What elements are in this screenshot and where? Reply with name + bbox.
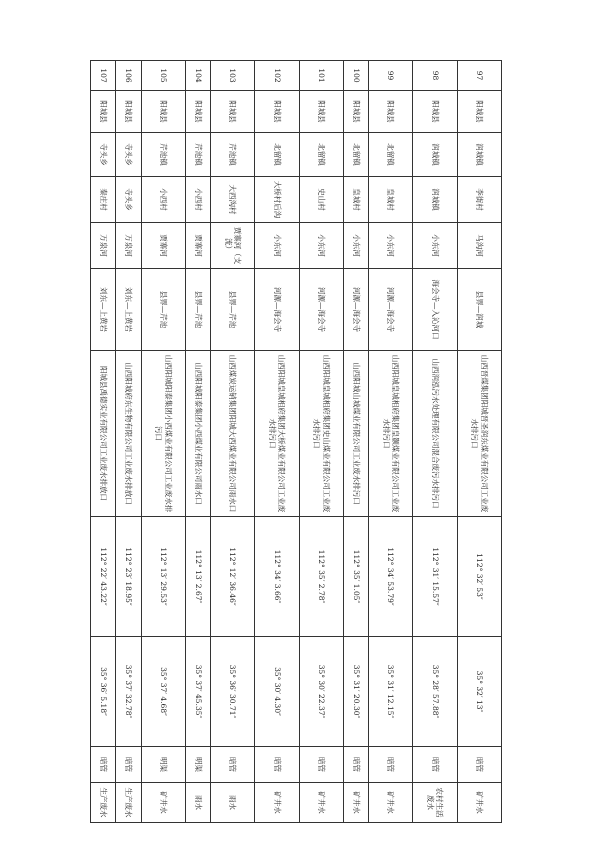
- latitude-cell: 35° 31′ 12.15″: [369, 637, 413, 747]
- row-number: 106: [116, 61, 141, 91]
- row-number: 105: [141, 61, 185, 91]
- outfall-name-cell: 山西煤炭运销集团阳城大西煤业有限公司雨水口: [211, 351, 255, 517]
- latitude-cell: 35° 30′ 22.37″: [299, 637, 343, 747]
- river-cell: 马沟河: [457, 223, 501, 269]
- outlet-type-cell: 暗管: [255, 747, 299, 783]
- longitude-cell: 112° 12′ 36.46″: [211, 517, 255, 637]
- section-cell: 县界—润城: [457, 269, 501, 351]
- river-cell: 小东河: [413, 223, 457, 269]
- outfall-name-cell: 山西阳城山城煤业有限公司工业废水排污口: [343, 351, 368, 517]
- county-cell: 阳城县: [185, 91, 210, 133]
- longitude-cell: 112° 22′ 43.22″: [91, 517, 116, 637]
- latitude-cell: 35° 36′ 30.71″: [211, 637, 255, 747]
- town-cell: 润城镇: [413, 133, 457, 177]
- outfall-name-cell: 山西晋煤集团阳城晋圣润东煤业有限公司工业废水排污口: [457, 351, 501, 517]
- river-cell: 万泉河: [116, 223, 141, 269]
- outfall-name-cell: 山西阳城皇城相府集团大桥煤业有限公司工业废水排污口: [255, 351, 299, 517]
- outfall-name-cell: 山西阳城阳泰集团小西煤业有限公司雨水口: [185, 351, 210, 517]
- outfall-name-cell: 山西润泓污水处理有限公司混合废污水排污口: [413, 351, 457, 517]
- section-cell: 海会寺—入沁河口: [413, 269, 457, 351]
- town-cell: 芹池镇: [141, 133, 185, 177]
- longitude-cell: 112° 35′ 2.78″: [299, 517, 343, 637]
- wastewater-nature-cell: 矿井水: [255, 783, 299, 823]
- town-cell: 北留镇: [299, 133, 343, 177]
- latitude-cell: 35° 37′ 32.78″: [116, 637, 141, 747]
- latitude-cell: 35° 37′ 45.35″: [185, 637, 210, 747]
- village-cell: 皇城村: [369, 177, 413, 223]
- wastewater-nature-cell: 生产废水: [91, 783, 116, 823]
- county-cell: 阳城县: [343, 91, 368, 133]
- outfall-name-cell: 山西阳城皇城相府集团皇颢煤业有限公司工业废水排污口: [369, 351, 413, 517]
- river-cell: 小东河: [299, 223, 343, 269]
- table-row: [369, 61, 413, 823]
- section-cell: 河源—海会寺: [369, 269, 413, 351]
- county-cell: 阳城县: [255, 91, 299, 133]
- town-cell: 寺头乡: [116, 133, 141, 177]
- row-number: 103: [211, 61, 255, 91]
- outlet-type-cell: 暗管: [343, 747, 368, 783]
- row-number: 102: [255, 61, 299, 91]
- table-row: [91, 61, 116, 823]
- outlet-type-cell: 暗管: [211, 747, 255, 783]
- latitude-cell: 35° 31′ 20.30″: [343, 637, 368, 747]
- section-cell: 县界—芹池: [185, 269, 210, 351]
- river-cell: 小东河: [343, 223, 368, 269]
- wastewater-nature-cell: 雨水: [185, 783, 210, 823]
- river-cell: 小东河: [369, 223, 413, 269]
- section-cell: 县界—芹池: [141, 269, 185, 351]
- table-row: [255, 61, 299, 823]
- outlet-type-cell: 明渠: [141, 747, 185, 783]
- outlet-type-cell: 暗管: [369, 747, 413, 783]
- outlet-type-cell: 暗管: [457, 747, 501, 783]
- outlet-type-cell: 明渠: [185, 747, 210, 783]
- county-cell: 阳城县: [116, 91, 141, 133]
- town-cell: 润城镇: [457, 133, 501, 177]
- table-row: [299, 61, 343, 823]
- village-cell: 小西村: [141, 177, 185, 223]
- town-cell: 寺头乡: [91, 133, 116, 177]
- longitude-cell: 112° 35′ 1.05″: [343, 517, 368, 637]
- village-cell: 润城镇: [413, 177, 457, 223]
- county-cell: 阳城县: [141, 91, 185, 133]
- county-cell: 阳城县: [457, 91, 501, 133]
- wastewater-nature-cell: 矿井水: [457, 783, 501, 823]
- latitude-cell: 35° 28′ 57.88″: [413, 637, 457, 747]
- outlet-type-cell: 暗管: [413, 747, 457, 783]
- section-cell: 河源—海会寺: [343, 269, 368, 351]
- longitude-cell: 112° 31′ 15.57″: [413, 517, 457, 637]
- table-row: [116, 61, 141, 823]
- river-cell: 贾寨河: [185, 223, 210, 269]
- latitude-cell: 35° 30′ 4.30″: [255, 637, 299, 747]
- table-row: [185, 61, 210, 823]
- row-number: 98: [413, 61, 457, 91]
- longitude-cell: 112° 32′ 53″: [457, 517, 501, 637]
- village-cell: 史山村: [299, 177, 343, 223]
- latitude-cell: 35° 32′ 13″: [457, 637, 501, 747]
- longitude-cell: 112° 13′ 29.53″: [141, 517, 185, 637]
- wastewater-nature-cell: 矿井水: [369, 783, 413, 823]
- county-cell: 阳城县: [211, 91, 255, 133]
- table-row: [457, 61, 501, 823]
- row-number: 107: [91, 61, 116, 91]
- latitude-cell: 35° 36′ 5.18″: [91, 637, 116, 747]
- village-cell: 小西村: [185, 177, 210, 223]
- section-cell: 县界—芹池: [211, 269, 255, 351]
- river-cell: 小东河: [255, 223, 299, 269]
- table-row: [413, 61, 457, 823]
- section-cell: 刘东—上黄岩: [116, 269, 141, 351]
- county-cell: 阳城县: [91, 91, 116, 133]
- longitude-cell: 112° 34′ 53.79″: [369, 517, 413, 637]
- town-cell: 北留镇: [255, 133, 299, 177]
- wastewater-nature-cell: 雨水: [211, 783, 255, 823]
- row-number: 99: [369, 61, 413, 91]
- table-row: [211, 61, 255, 823]
- longitude-cell: 112° 34′ 3.66″: [255, 517, 299, 637]
- section-cell: 河源—海会寺: [255, 269, 299, 351]
- outfall-name-cell: 山西阳城皇城相府集团史山煤业有限公司工业废水排污口: [299, 351, 343, 517]
- county-cell: 阳城县: [299, 91, 343, 133]
- outlet-type-cell: 暗管: [91, 747, 116, 783]
- outfall-table: [90, 60, 502, 823]
- village-cell: 皇城村: [343, 177, 368, 223]
- outlet-type-cell: 暗管: [299, 747, 343, 783]
- row-number: 101: [299, 61, 343, 91]
- county-cell: 阳城县: [413, 91, 457, 133]
- village-cell: 寺头乡: [116, 177, 141, 223]
- table-row: [343, 61, 368, 823]
- village-cell: 大桥村后沟: [255, 177, 299, 223]
- town-cell: 芹池镇: [185, 133, 210, 177]
- outlet-type-cell: 暗管: [116, 747, 141, 783]
- river-cell: 贾寨河: [141, 223, 185, 269]
- outfall-name-cell: 阳城县禹德实业有限公司工业废水排放口: [91, 351, 116, 517]
- town-cell: 北留镇: [343, 133, 368, 177]
- village-cell: 秦庄村: [91, 177, 116, 223]
- wastewater-nature-cell: 矿井水: [299, 783, 343, 823]
- longitude-cell: 112° 13′ 2.67″: [185, 517, 210, 637]
- river-cell: 万泉河: [91, 223, 116, 269]
- wastewater-nature-cell: 生产废水: [116, 783, 141, 823]
- outfall-name-cell: 山西阳城阳泰集团小西煤业有限公司工业废水排污口: [141, 351, 185, 517]
- latitude-cell: 35° 37′ 4.68″: [141, 637, 185, 747]
- village-cell: 李街村: [457, 177, 501, 223]
- table-row: [141, 61, 185, 823]
- town-cell: 北留镇: [369, 133, 413, 177]
- wastewater-nature-cell: 矿井水: [141, 783, 185, 823]
- wastewater-nature-cell: 矿井水: [343, 783, 368, 823]
- section-cell: 刘东—上黄岩: [91, 269, 116, 351]
- river-cell: 贾寨河（支流）: [211, 223, 255, 269]
- row-number: 100: [343, 61, 368, 91]
- county-cell: 阳城县: [369, 91, 413, 133]
- village-cell: 大西沟村: [211, 177, 255, 223]
- town-cell: 芹池镇: [211, 133, 255, 177]
- outfall-name-cell: 山西阳城府东生物有限公司工业废水排放口: [116, 351, 141, 517]
- section-cell: 河源—海会寺: [299, 269, 343, 351]
- wastewater-nature-cell: 农村生活废水: [413, 783, 457, 823]
- row-number: 104: [185, 61, 210, 91]
- row-number: 97: [457, 61, 501, 91]
- longitude-cell: 112° 23′ 18.95″: [116, 517, 141, 637]
